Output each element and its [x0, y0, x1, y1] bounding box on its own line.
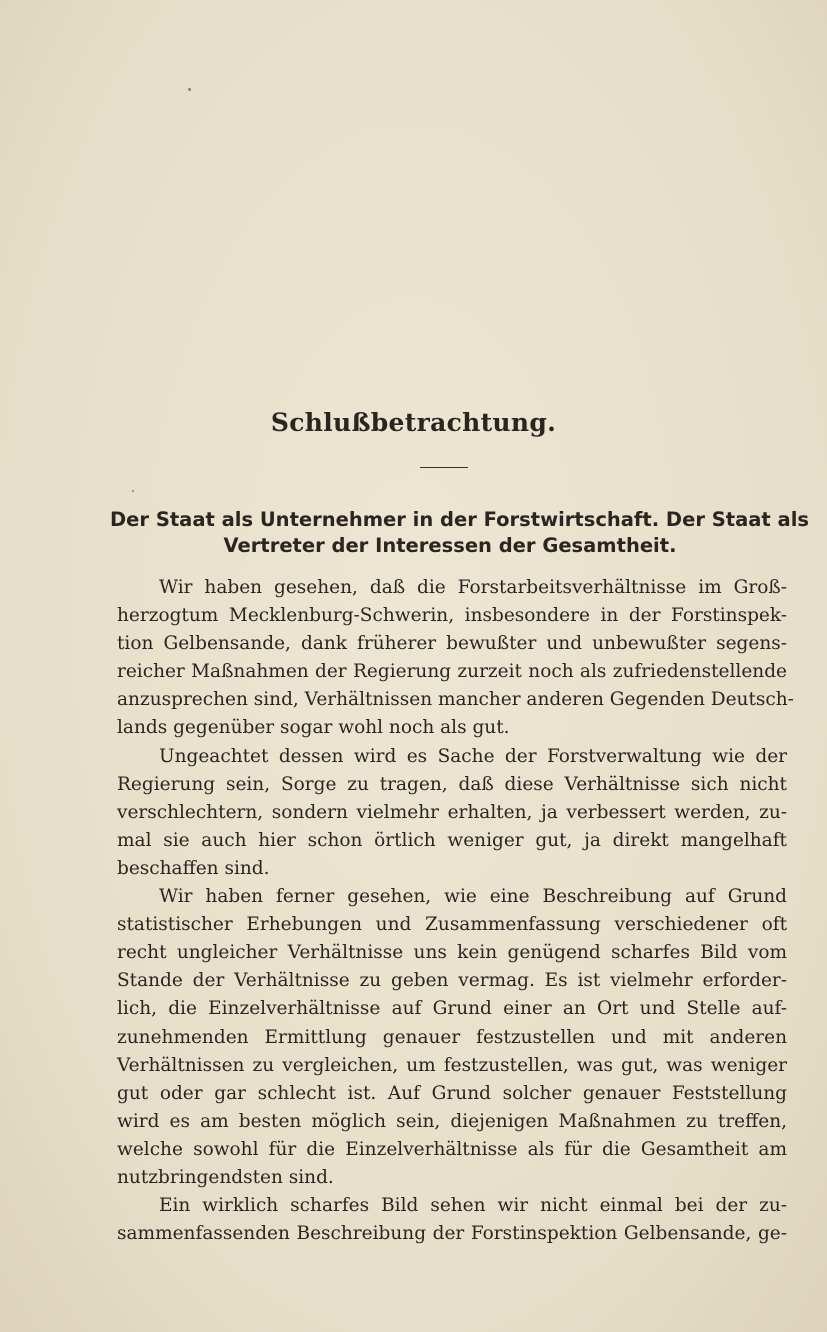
paragraph-line: nutzbringendsten sind. [117, 1166, 334, 1188]
paragraph-line: anzusprechen sind, Verhältnissen mancher anderen Gegenden Deutsch- [117, 689, 794, 711]
paragraph-line: verschlechtern, sondern vielmehr erhalten, ja verbessert werden, zu- [117, 801, 787, 823]
paragraph-line: Ein wirklich scharfes Bild sehen wir nicht einmal bei der zu- [159, 1195, 787, 1217]
subtitle-line: Vertreter der Interessen der Gesamtheit. [223, 534, 677, 557]
chapter-title: Schlußbetrachtung. [270, 408, 557, 437]
paragraph-line: Wir haben ferner gesehen, wie eine Beschreibung auf Grund [159, 886, 787, 908]
paragraph-line: reicher Maßnahmen der Regierung zurzeit noch als zufriedenstellende [117, 661, 787, 683]
paragraph-line: zunehmenden Ermittlung genauer festzustellen und mit anderen [117, 1026, 787, 1048]
paragraph-line: lands gegenüber sogar wohl noch als gut. [117, 717, 510, 739]
paper-speck [188, 88, 191, 91]
paragraph-line: tion Gelbensande, dank früherer bewußter und unbewußter segens- [117, 633, 787, 655]
paragraph-line: statistischer Erhebungen und Zusammenfassung verschiedener oft [117, 914, 787, 936]
paragraph-line: Stande der Verhältnisse zu geben vermag. Es ist vielmehr erforder- [117, 970, 787, 992]
paragraph-line: gut oder gar schlecht ist. Auf Grund solcher genauer Feststellung [117, 1082, 787, 1104]
paragraph-line: beschaffen sind. [117, 857, 270, 879]
paragraph-line: mal sie auch hier schon örtlich weniger gut, ja direkt mangelhaft [117, 829, 787, 851]
title-divider [420, 467, 468, 468]
subtitle-line: Der Staat als Unternehmer in der Forstwirtschaft. Der Staat als [110, 508, 809, 531]
paragraph-line: Regierung sein, Sorge zu tragen, daß diese Verhältnisse sich nicht [117, 773, 787, 795]
paragraph-line: Ungeachtet dessen wird es Sache der Forstverwaltung wie der [159, 745, 787, 767]
paper-speck [132, 490, 134, 492]
paragraph-line: wird es am besten möglich sein, diejenigen Maßnahmen zu treffen, [117, 1110, 787, 1132]
paragraph-line: Wir haben gesehen, daß die Forstarbeitsverhältnisse im Groß- [159, 577, 787, 598]
section-subtitle [110, 507, 809, 559]
paragraph-line: Verhältnissen zu vergleichen, um festzustellen, was gut, was weniger [117, 1054, 787, 1076]
paragraph-line: welche sowohl für die Einzelverhältnisse als für die Gesamtheit am [117, 1138, 787, 1160]
paragraph-line: recht ungleicher Verhältnisse uns kein genügend scharfes Bild vom [117, 942, 787, 964]
paragraph-line: herzogtum Mecklenburg-Schwerin, insbesondere in der Forstinspek- [117, 605, 787, 627]
paragraph-line: lich, die Einzelverhältnisse auf Grund einer an Ort und Stelle auf- [117, 998, 787, 1020]
body-text [117, 574, 794, 1248]
paragraph-line: sammenfassenden Beschreibung der Forstinspektion Gelbensande, ge- [117, 1223, 787, 1245]
